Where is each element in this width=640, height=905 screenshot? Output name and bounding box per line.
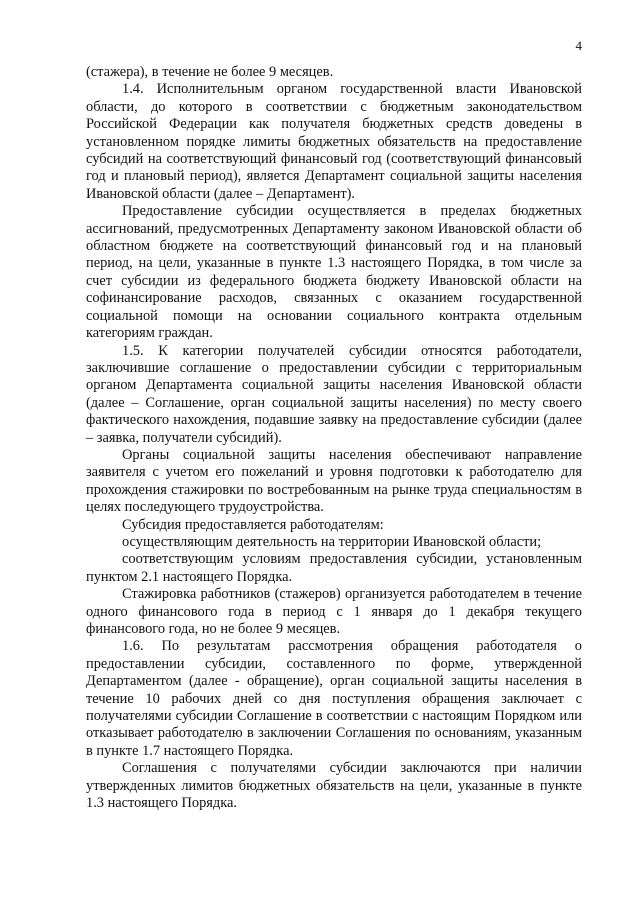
- document-body: [86, 64, 582, 812]
- paragraph-1-6: 1.6. По результатам рассмотрения обращения работодателя о предоставлении субсидии, составленного по форме, утвержденной Департаментом (далее - обращение), орган социальной защиты населения в течение 10 рабочих дней со дня поступления обращения заключает с получателями субсидии Соглашение в соответствии с настоящим Порядком или отказывает работодателю в заключении Соглашения по основаниям, указанным в пункте 1.7 настоящего Порядка.: [86, 638, 582, 759]
- paragraph-agreements: Соглашения с получателями субсидии заключаются при наличии утвержденных лимитов бюджетных обязательств на цели, указанные в пункте 1.3 настоящего Порядка.: [86, 760, 582, 812]
- list-item-conditions: соответствующим условиям предоставления субсидии, установленным пунктом 2.1 настоящего Порядка.: [86, 551, 582, 585]
- paragraph-1-4: 1.4. Исполнительным органом государственной власти Ивановской области, до которого в соответствии с бюджетным законодательством Российской Федерации как получателя бюджетных средств доведены в установленном порядке лимиты бюджетных обязательств на предоставление субсидий на соответствующий финансовый год (соответствующий финансовый год и плановый период), является Департамент социальной защиты населения Ивановской области (далее – Департамент).: [86, 81, 582, 202]
- paragraph-social-protection-bodies: Органы социальной защиты населения обеспечивают направление заявителя с учетом его пожеланий и уровня подготовки к работодателю для прохождения стажировки по востребованным на рынке труда специальностям в целях последующего трудоустройства.: [86, 446, 582, 516]
- paragraph-subsidy-recipients-intro: Субсидия предоставляется работодателям:: [122, 516, 384, 533]
- paragraph-1-5: 1.5. К категории получателей субсидии относятся работодатели, заключившие соглашение о предоставлении субсидии с территориальным органом Департамента социальной защиты населения Ивановской области (далее – Соглашение, орган социальной защиты населения) по месту своего фактического нахождения, подавшие заявку на предоставление субсидии (далее – заявка, получатели субсидий).: [86, 342, 582, 446]
- paragraph-internship: Стажировка работников (стажеров) организуется работодателем в течение одного финансового года в период с 1 января до 1 декабря текущего финансового года, но не более 9 месяцев.: [86, 586, 582, 637]
- paragraph-subsidy-provision: Предоставление субсидии осуществляется в пределах бюджетных ассигнований, предусмотренных Департаменту законом Ивановской области об областном бюджете на соответствующий финансовый год и на плановый период, на цели, указанные в пункте 1.3 настоящего Порядка, в том числе за счет субсидии из федерального бюджета бюджету Ивановской области на софинансирование расходов, связанных с оказанием государственной социальной помощи на основании социального контракта отдельным категориям граждан.: [86, 203, 582, 342]
- paragraph-continuation: (стажера), в течение не более 9 месяцев.: [86, 64, 334, 80]
- list-item-territory: осуществляющим деятельность на территории Ивановской области;: [122, 533, 542, 550]
- page-number: 4: [575, 38, 582, 53]
